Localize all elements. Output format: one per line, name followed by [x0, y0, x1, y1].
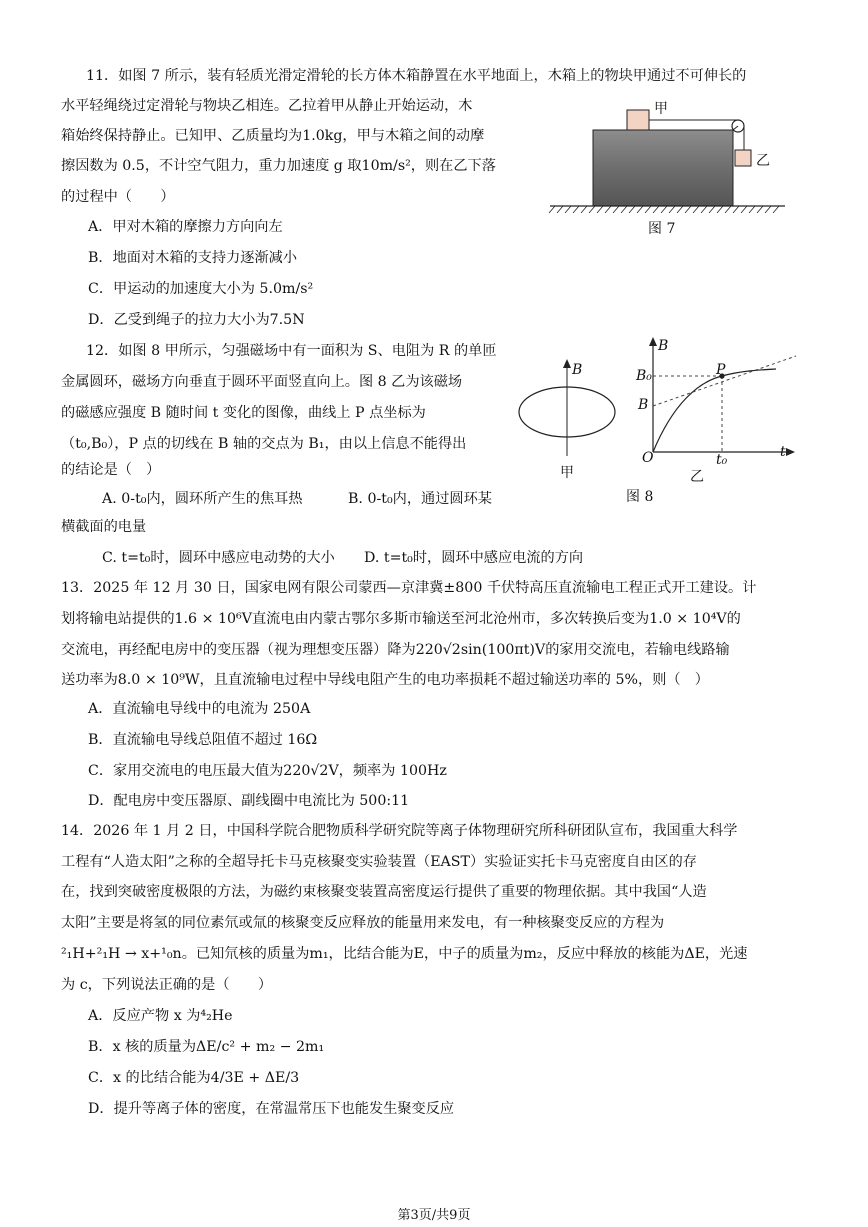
- q11-option-b: B．地面对木箱的支持力逐渐减小: [88, 250, 298, 266]
- q12-line-2: 金属圆环，磁场方向垂直于圆环平面竖直向上。图 8 乙为该磁场: [61, 374, 463, 390]
- block-yi: [735, 150, 751, 166]
- q14-option-b: B．x 核的质量为ΔE/c² + m₂ − 2m₁: [88, 1039, 325, 1055]
- q12-line-4: （t₀,B₀），P 点的切线在 B 轴的交点为 B₁，由以上信息不能得出: [61, 436, 467, 452]
- q13-line-2: 划将输电站提供的1.6 × 10⁶V直流电由内蒙古鄂尔多斯市输送至河北沧州市，多次转换后变为1.0 × 10⁴V的: [61, 611, 741, 627]
- q11-line-5: 的过程中（ ）: [61, 189, 175, 205]
- field-arrow-icon: [563, 359, 571, 368]
- block-jia: [627, 110, 649, 130]
- q12-line-1: 12．如图 8 甲所示，匀强磁场中有一面积为 S、电阻为 R 的单匝: [86, 343, 497, 359]
- q12-option-d: D. t=t₀时，圆环中感应电流的方向: [364, 550, 584, 566]
- subfigure-yi: 乙: [690, 469, 704, 485]
- t0-label: t₀: [716, 452, 728, 468]
- q12-option-b: B. 0-t₀内，通过圆环某: [348, 491, 492, 507]
- axis-b-arrow-icon: [649, 337, 657, 346]
- q11-option-d: D．乙受到绳子的拉力大小为7.5N: [88, 312, 305, 328]
- q13-option-b: B．直流输电导线总阻值不超过 16Ω: [88, 732, 318, 748]
- q12-option-c: C. t=t₀时，圆环中感应电动势的大小: [102, 550, 335, 566]
- q12-option-b-cont: 横截面的电量: [61, 519, 147, 535]
- q11-option-a: A．甲对木箱的摩擦力方向向左: [88, 219, 283, 235]
- point-p-label: P: [716, 362, 726, 378]
- q13-option-c: C．家用交流电的电压最大值为220√2V，频率为 100Hz: [88, 763, 447, 779]
- q11-line-3: 箱始终保持静止。已知甲、乙质量均为1.0kg，甲与木箱之间的动摩: [61, 128, 485, 144]
- axis-t-arrow-icon: [786, 448, 795, 456]
- q14-option-c: C．x 的比结合能为4/3E + ΔE/3: [88, 1070, 300, 1086]
- axis-t-label: t: [780, 444, 786, 460]
- q11-line-1: 11．如图 7 所示，装有轻质光滑定滑轮的长方体木箱静置在水平地面上，木箱上的物块甲通过不可伸长的: [86, 68, 747, 84]
- q14-line-3: 在，找到突破密度极限的方法，为磁约束核聚变装置高密度运行提供了重要的物理依据。其中我国“人造: [61, 884, 707, 900]
- q11-line-4: 擦因数为 0.5，不计空气阻力，重力加速度 g 取10m/s²，则在乙下落: [61, 158, 496, 174]
- b1-label: B: [638, 397, 649, 413]
- q14-line-5: ²₁H+²₁H → x+¹₀n。已知氘核的质量为m₁，比结合能为E，中子的质量为m₂，反应中释放的核能为ΔE，光速: [61, 946, 748, 962]
- label-jia: 甲: [654, 101, 668, 117]
- q13-line-4: 送功率为8.0 × 10⁹W，且直流输电过程中导线电阻产生的电功率损耗不超过输送功率的 5%，则（ ）: [61, 672, 709, 688]
- q14-option-d: D．提升等离子体的密度，在常温常压下也能发生聚变反应: [88, 1101, 455, 1117]
- q11-line-2: 水平轻绳绕过定滑轮与物块乙相连。乙拉着甲从静止开始运动，木: [61, 98, 473, 114]
- subfigure-jia: 甲: [560, 465, 574, 481]
- figure-7-caption: 图 7: [648, 221, 676, 237]
- q12-line-5: 的结论是（ ）: [61, 462, 161, 478]
- field-label-b: B: [572, 362, 583, 378]
- b-curve: [653, 369, 776, 452]
- q14-line-6: 为 c，下列说法正确的是（ ）: [61, 977, 273, 993]
- figure-8-ring: [512, 356, 622, 466]
- q14-line-2: 工程有“人造太阳”之称的全超导托卡马克核聚变实验装置（EAST）实验证实托卡马克密度自由区的存: [61, 854, 697, 870]
- q14-line-4: 太阳”主要是将氢的同位素氘或氚的核聚变反应释放的能量用来发电，有一种核聚变反应的方程为: [61, 915, 665, 931]
- figure-8-caption: 图 8: [626, 489, 654, 505]
- q14-option-a: A．反应产物 x 为⁴₂He: [88, 1008, 233, 1024]
- label-yi: 乙: [756, 153, 770, 169]
- axis-b-label: B: [658, 338, 669, 354]
- q13-option-a: A．直流输电导线中的电流为 250A: [88, 701, 311, 717]
- q12-line-3: 的磁感应强度 B 随时间 t 变化的图像，曲线上 P 点坐标为: [61, 405, 426, 421]
- q13-option-d: D．配电房中变压器原、副线圈中电流比为 500:11: [88, 793, 410, 809]
- q11-option-c: C．甲运动的加速度大小为 5.0m/s²: [88, 281, 314, 297]
- q12-option-a: A. 0-t₀内，圆环所产生的焦耳热: [102, 491, 303, 507]
- b0-label: B₀: [636, 368, 652, 384]
- q13-line-3: 交流电，再经配电房中的变压器（视为理想变压器）降为220√2sin(100πt)V的家用交流电，若输电线路输: [61, 642, 730, 658]
- page-number: 第3页/共9页: [397, 1208, 471, 1223]
- origin-label: O: [642, 450, 654, 466]
- q13-line-1: 13．2025 年 12 月 30 日，国家电网有限公司蒙西—京津冀±800 千伏特高压直流输电工程正式开工建设。计: [61, 580, 757, 596]
- q14-line-1: 14．2026 年 1 月 2 日，中国科学院合肥物质科学研究院等离子体物理研究所科研团队宣布，我国重大科学: [61, 823, 738, 839]
- figure-8-bt-graph: [628, 334, 798, 464]
